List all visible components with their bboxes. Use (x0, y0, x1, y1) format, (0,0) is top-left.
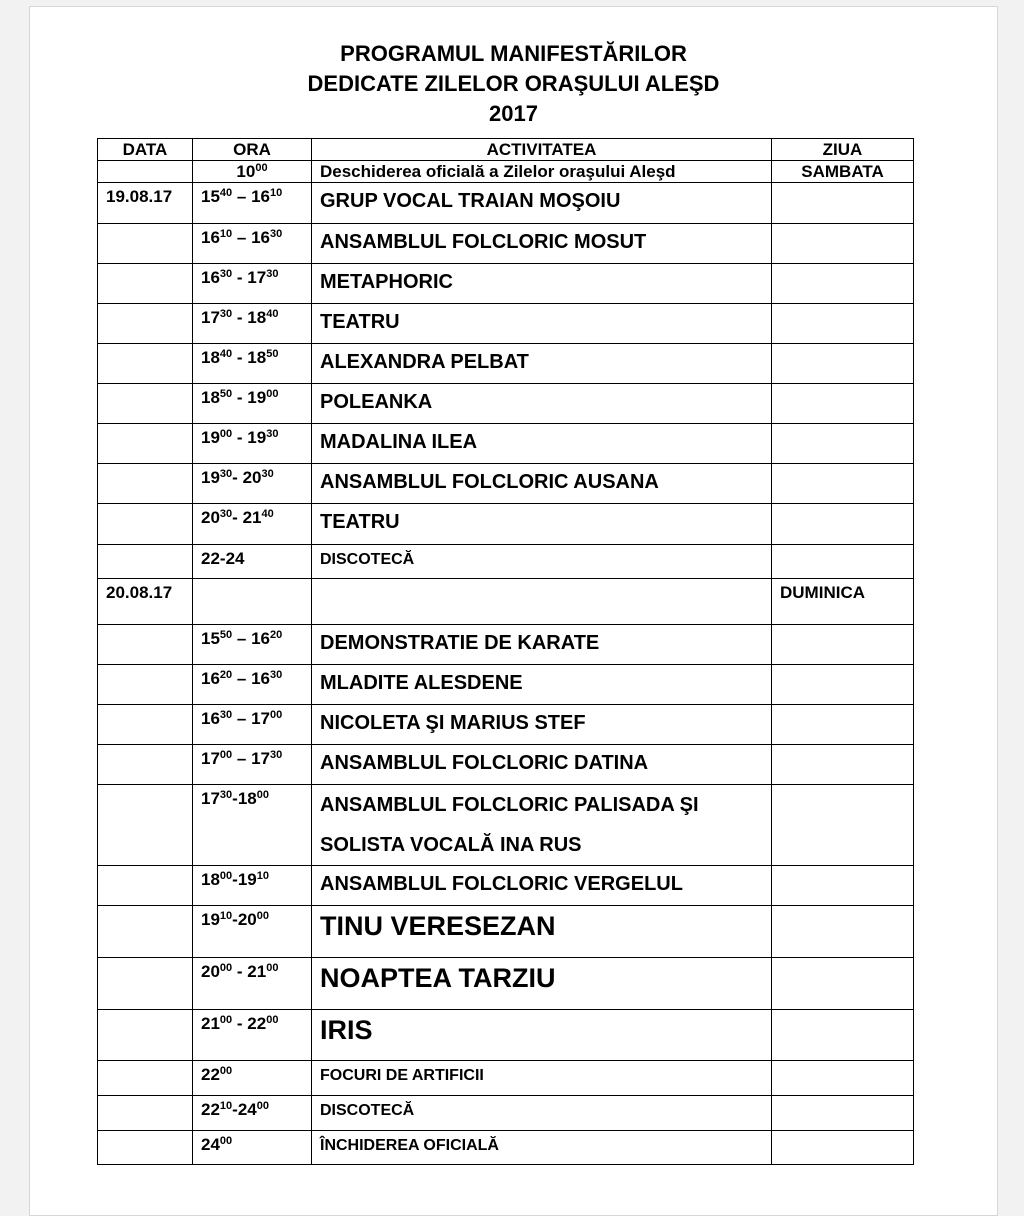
day-cell (772, 1131, 914, 1165)
day-cell (772, 464, 914, 504)
time-cell: $18^{00}-19^{10}$ (193, 866, 312, 906)
time-cell: $19^{00} - 19^{30}$ (193, 424, 312, 464)
program-table (97, 138, 914, 1165)
table-row (98, 906, 914, 958)
date-cell (98, 1096, 193, 1131)
activity-cell: ANSAMBLUL FOLCLORIC PALISADA ŞI SOLISTA VOCALĂ INA RUS (312, 785, 772, 866)
time-cell: $15^{50} - 16^{20}$ (193, 625, 312, 665)
activity-cell: MLADITE ALESDENE (312, 665, 772, 705)
date-cell (98, 384, 193, 424)
table-row (98, 464, 914, 504)
activity-cell: GRUP VOCAL TRAIAN MOŞOIU (312, 183, 772, 224)
activity-cell: ALEXANDRA PELBAT (312, 344, 772, 384)
day-cell (772, 1096, 914, 1131)
table-row (98, 183, 914, 224)
day-cell (772, 264, 914, 304)
table-row (98, 224, 914, 264)
time-cell: $21^{00} - 22^{00}$ (193, 1010, 312, 1061)
day-cell (772, 424, 914, 464)
day-cell (772, 705, 914, 745)
day-cell (772, 958, 914, 1010)
date-cell: 20.08.17 (98, 579, 193, 625)
date-cell: 19.08.17 (98, 183, 193, 224)
table-row (98, 1096, 914, 1131)
time-cell: $16^{30} - 17^{30}$ (193, 264, 312, 304)
time-cell: $16^{10} - 16^{30}$ (193, 224, 312, 264)
col-header-date: DATA (98, 139, 193, 161)
activity-cell: ANSAMBLUL FOLCLORIC DATINA (312, 745, 772, 785)
time-cell: $24^{00}$ (193, 1131, 312, 1165)
time-cell (193, 579, 312, 625)
table-row (98, 304, 914, 344)
table-row (98, 625, 914, 665)
date-cell (98, 224, 193, 264)
col-header-day: ZIUA (772, 139, 914, 161)
table-row (98, 958, 914, 1010)
activity-cell: MADALINA ILEA (312, 424, 772, 464)
activity-cell: TINU VERESEZAN (312, 906, 772, 958)
day-cell: SAMBATA (772, 161, 914, 183)
date-cell (98, 625, 193, 665)
table-row (98, 745, 914, 785)
table-row (98, 344, 914, 384)
table-row (98, 1010, 914, 1061)
activity-cell: ANSAMBLUL FOLCLORIC MOSUT (312, 224, 772, 264)
date-cell (98, 665, 193, 705)
table-row (98, 705, 914, 745)
activity-cell: ANSAMBLUL FOLCLORIC AUSANA (312, 464, 772, 504)
time-cell: $18^{50} - 19^{00}$ (193, 384, 312, 424)
date-cell (98, 1010, 193, 1061)
activity-cell: DISCOTECĂ (312, 1096, 772, 1131)
time-cell: $17^{00} - 17^{30}$ (193, 745, 312, 785)
activity-cell: ANSAMBLUL FOLCLORIC VERGELUL (312, 866, 772, 906)
title-line-2: DEDICATE ZILELOR ORAŞULUI ALEŞD (307, 71, 720, 96)
day-cell (772, 545, 914, 579)
time-cell: 22-24 (193, 545, 312, 579)
day-cell (772, 1061, 914, 1096)
table-row-opening (98, 161, 914, 183)
col-header-time: ORA (193, 139, 312, 161)
activity-cell: POLEANKA (312, 384, 772, 424)
time-cell: $10^{00}$ (193, 161, 312, 183)
date-cell (98, 304, 193, 344)
time-cell: $17^{30} - 18^{40}$ (193, 304, 312, 344)
time-cell: $20^{00} - 21^{00}$ (193, 958, 312, 1010)
table-row (98, 579, 914, 625)
table-row (98, 1061, 914, 1096)
date-cell (98, 344, 193, 384)
time-cell: $17^{30}-18^{00}$ (193, 785, 312, 866)
table-row (98, 785, 914, 866)
time-cell: $19^{30}-$ $20^{30}$ (193, 464, 312, 504)
day-cell: DUMINICA (772, 579, 914, 625)
table-row (98, 1131, 914, 1165)
time-cell: $15^{40} - 16^{10}$ (193, 183, 312, 224)
time-cell: $19^{10}-20^{00}$ (193, 906, 312, 958)
date-cell (98, 745, 193, 785)
activity-cell: METAPHORIC (312, 264, 772, 304)
activity-cell: ÎNCHIDEREA OFICIALĂ (312, 1131, 772, 1165)
activity-cell: TEATRU (312, 504, 772, 545)
activity-cell (312, 579, 772, 625)
date-cell (98, 464, 193, 504)
day-cell (772, 665, 914, 705)
date-cell (98, 161, 193, 183)
time-cell: $16^{20} - 16^{30}$ (193, 665, 312, 705)
date-cell (98, 1061, 193, 1096)
day-cell (772, 1010, 914, 1061)
activity-cell: NOAPTEA TARZIU (312, 958, 772, 1010)
title-year: 2017 (489, 101, 538, 126)
activity-cell: NICOLETA ŞI MARIUS STEF (312, 705, 772, 745)
date-cell (98, 785, 193, 866)
day-cell (772, 745, 914, 785)
table-row (98, 384, 914, 424)
day-cell (772, 504, 914, 545)
col-header-activity: ACTIVITATEA (312, 139, 772, 161)
date-cell (98, 906, 193, 958)
date-cell (98, 264, 193, 304)
day-cell (772, 625, 914, 665)
date-cell (98, 545, 193, 579)
day-cell (772, 866, 914, 906)
day-cell (772, 785, 914, 866)
day-cell (772, 384, 914, 424)
time-cell: $20^{30}-$ $21^{40}$ (193, 504, 312, 545)
date-cell (98, 424, 193, 464)
table-row (98, 504, 914, 545)
date-cell (98, 958, 193, 1010)
activity-cell: IRIS (312, 1010, 772, 1061)
document-page (29, 6, 998, 1216)
date-cell (98, 504, 193, 545)
day-cell (772, 183, 914, 224)
time-cell: $22^{10}-24^{00}$ (193, 1096, 312, 1131)
day-cell (772, 224, 914, 264)
activity-cell: Deschiderea oficială a Zilelor oraşului Aleşd (312, 161, 772, 183)
table-row (98, 665, 914, 705)
table-header-row (98, 139, 914, 161)
activity-cell: DEMONSTRATIE DE KARATE (312, 625, 772, 665)
day-cell (772, 344, 914, 384)
time-cell: $18^{40} - 18^{50}$ (193, 344, 312, 384)
activity-cell: FOCURI DE ARTIFICII (312, 1061, 772, 1096)
table-row (98, 264, 914, 304)
date-cell (98, 866, 193, 906)
table-row (98, 545, 914, 579)
day-cell (772, 906, 914, 958)
date-cell (98, 1131, 193, 1165)
day-cell (772, 304, 914, 344)
activity-cell: DISCOTECĂ (312, 545, 772, 579)
date-cell (98, 705, 193, 745)
time-cell: $22^{00}$ (193, 1061, 312, 1096)
activity-cell: TEATRU (312, 304, 772, 344)
table-row (98, 424, 914, 464)
time-cell: $16^{30} - 17^{00}$ (193, 705, 312, 745)
table-row (98, 866, 914, 906)
title-line-1: PROGRAMUL MANIFESTĂRILOR (340, 41, 687, 66)
